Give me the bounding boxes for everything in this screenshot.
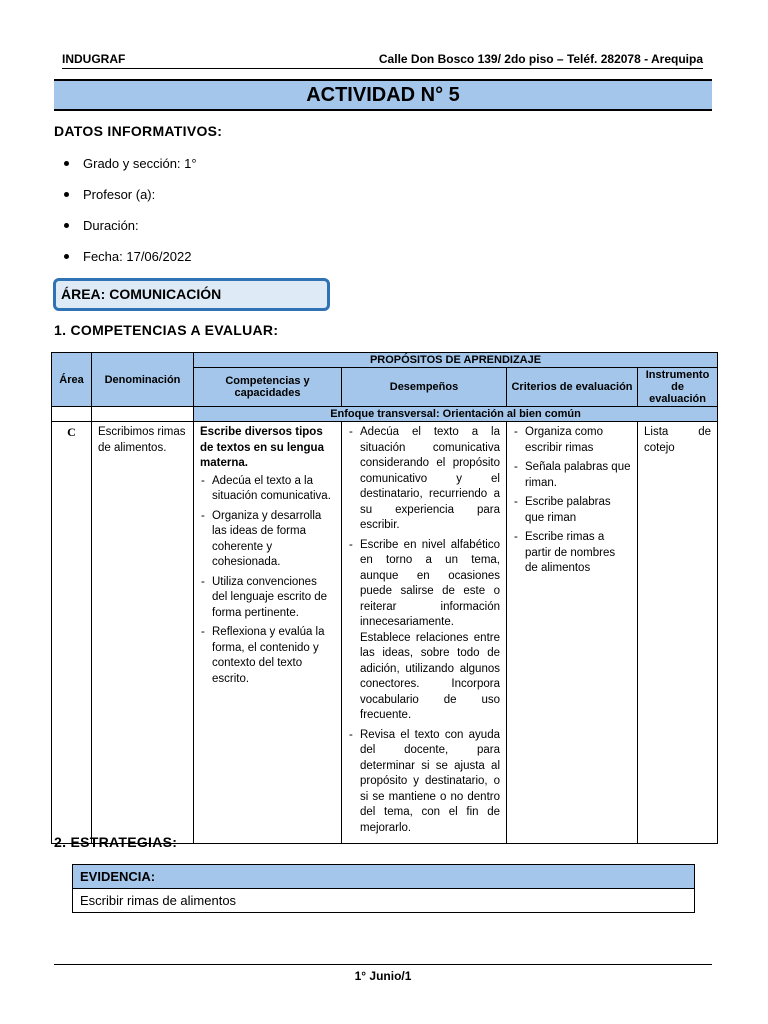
evidencia-box	[72, 864, 695, 913]
header-competencias: Competencias y capacidades	[194, 368, 342, 407]
list-item: Fecha: 17/06/2022	[54, 241, 197, 272]
page-title: ACTIVIDAD N° 5	[54, 79, 712, 111]
header-criterios: Criterios de evaluación	[507, 368, 638, 407]
cell-criterios	[507, 422, 638, 844]
list-item: - Señala palabras que riman.	[513, 460, 631, 491]
header-denominacion: Denominación	[92, 353, 194, 407]
table-row	[52, 422, 718, 844]
competencia-title: Escribe diversos tipos de textos en su lengua materna.	[200, 426, 324, 469]
cell-competencias	[194, 422, 342, 844]
cell-desempenos	[342, 422, 507, 844]
list-item: - Adecúa el texto a la situación comunicativa considerando el propósito comunicativo y el destinatario, recurriendo a su experiencia para escribir.	[348, 425, 500, 534]
header-company: INDUGRAF	[62, 52, 126, 66]
header-instrumento: Instrumento de evaluación	[638, 368, 718, 407]
list-item: - Reflexiona y evalúa la forma, el contenido y contexto del texto escrito.	[200, 625, 335, 687]
cell-instrumento: Lista de cotejo	[638, 422, 718, 844]
area-box: ÁREA: COMUNICACIÓN	[53, 278, 330, 311]
datos-list	[54, 148, 197, 272]
list-item: - Revisa el texto con ayuda del docente, para determinar si se ajusta al propósito y destinatario, o si se mantiene o no dentro del tema, con el fin de mejorarlo.	[348, 728, 500, 837]
empty-cell	[92, 407, 194, 422]
header-propositos: PROPÓSITOS DE APRENDIZAJE	[194, 353, 718, 368]
enfoque-transversal: Enfoque transversal: Orientación al bien común	[194, 407, 718, 422]
cell-denominacion: Escribimos rimas de alimentos.	[92, 422, 194, 844]
list-item: - Adecúa el texto a la situación comunicativa.	[200, 474, 335, 505]
list-item: - Escribe rimas a partir de nombres de alimentos	[513, 530, 631, 577]
list-item: - Organiza como escribir rimas	[513, 425, 631, 456]
page-header	[62, 52, 703, 69]
evidencia-label: EVIDENCIA:	[73, 865, 695, 889]
list-item: - Organiza y desarrolla las ideas de forma coherente y cohesionada.	[200, 509, 335, 571]
evidencia-text: Escribir rimas de alimentos	[73, 889, 695, 913]
datos-heading: DATOS INFORMATIVOS:	[54, 123, 223, 139]
empty-cell	[52, 407, 92, 422]
list-item: - Escribe palabras que riman	[513, 495, 631, 526]
list-item: - Escribe en nivel alfabético en torno a un tema, aunque en ocasiones puede salirse de este o reiterar información innecesariamente. Establece relaciones entre las ideas, sobre todo de adición, utilizando algunos conectores. Incorpora vocabulario de uso frecuente.	[348, 538, 500, 724]
list-item: Duración:	[54, 210, 197, 241]
header-area: Área	[52, 353, 92, 407]
competencias-heading: 1. COMPETENCIAS A EVALUAR:	[54, 322, 279, 338]
header-desempenos: Desempeños	[342, 368, 507, 407]
list-item: - Utiliza convenciones del lenguaje escrito de forma pertinente.	[200, 575, 335, 622]
list-item: Grado y sección: 1°	[54, 148, 197, 179]
header-address: Calle Don Bosco 139/ 2do piso – Teléf. 282078 - Arequipa	[378, 52, 703, 66]
competencias-table	[51, 352, 718, 844]
page-footer: 1° Junio/1	[54, 964, 712, 983]
cell-area: C	[52, 422, 92, 844]
estrategias-heading: 2. ESTRATEGIAS:	[54, 834, 178, 850]
list-item: Profesor (a):	[54, 179, 197, 210]
